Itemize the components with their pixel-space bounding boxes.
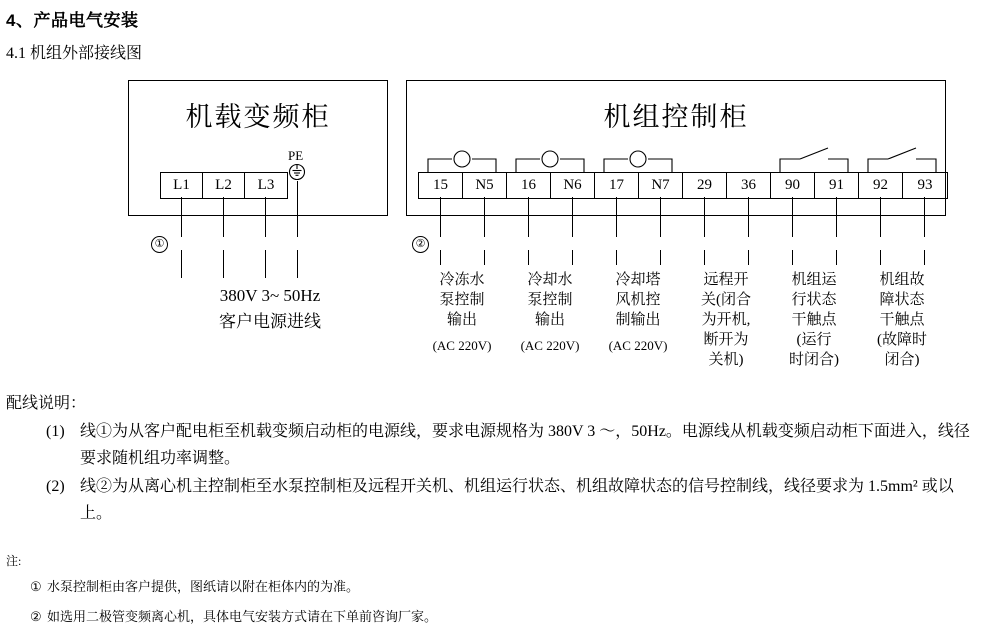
wire-marker-1: ① [151, 236, 168, 253]
wire-n5 [484, 197, 485, 237]
wire-90 [792, 197, 793, 237]
section-subtitle: 4.1 机组外部接线图 [6, 45, 143, 62]
terminal-17: 17 [595, 173, 639, 198]
wire-29b [704, 250, 705, 265]
group-caption-remote-switch [684, 270, 768, 370]
coil-symbol-17-n7 [594, 145, 682, 173]
wiring-item-1-marker: (1) [46, 423, 65, 440]
wire-92b [880, 250, 881, 265]
wire-36b [748, 250, 749, 265]
note-item-2-text: 如选用二极管变频离心机，具体电气安装方式请在下单前咨询厂家。 [47, 609, 438, 624]
pe-label: PE [288, 148, 304, 163]
note-item-1-marker: ① [30, 579, 42, 594]
terminal-29: 29 [683, 173, 727, 198]
terminal-l2: L2 [203, 173, 245, 198]
wire-91 [836, 197, 837, 237]
wire-l3-seg1 [265, 197, 266, 237]
terminal-36: 36 [727, 173, 771, 198]
terminal-91: 91 [815, 173, 859, 198]
notes-heading: 注: [6, 554, 22, 568]
vfd-power-source: 客户电源进线 [219, 312, 321, 331]
terminal-l1: L1 [161, 173, 203, 198]
wiring-item-2-text: 线②为从离心机主控制柜至水泵控制柜及远程开关机、机组运行状态、机组故障状态的信号控制线，线径要求为 1.5mm² 或以上。 [80, 478, 954, 522]
wire-l2-seg2 [223, 250, 224, 278]
group-label-2: 冷却水 泵控制 输出 [527, 272, 573, 328]
page-title: 4、产品电气安装 [6, 11, 139, 30]
contact-symbol-92-93 [858, 145, 946, 173]
wire-93b [924, 250, 925, 265]
wiring-item-1-text: 线①为从客户配电柜至机载变频启动柜的电源线，要求电源规格为 380V 3 ～，50Hz。电源线从机载变频启动柜下面进入，线径要求随机组功率调整。 [80, 423, 970, 467]
note-item-1 [30, 576, 359, 595]
group-label-6: 机组故 障状态 干触点 (故障时 闭合) [877, 272, 927, 368]
wiring-item-1 [46, 418, 976, 472]
wire-l1-seg1 [181, 197, 182, 237]
coil-symbol-15-n5 [418, 145, 506, 173]
terminal-92: 92 [859, 173, 903, 198]
wire-16b [528, 250, 529, 265]
note-item-2-marker: ② [30, 609, 42, 624]
group-label-1: 冷冻水 泵控制 输出 [439, 272, 485, 328]
wire-15b [440, 250, 441, 265]
group-spec-2: (AC 220V) [520, 338, 580, 353]
wire-n5b [484, 250, 485, 265]
wire-17 [616, 197, 617, 237]
wire-n6b [572, 250, 573, 265]
wire-17b [616, 250, 617, 265]
group-spec-3: (AC 220V) [608, 338, 668, 353]
wire-pe-seg2 [297, 250, 298, 278]
wire-91b [836, 250, 837, 265]
terminal-90: 90 [771, 173, 815, 198]
wire-90b [792, 250, 793, 265]
wire-15 [440, 197, 441, 237]
group-caption-fault-status [860, 270, 944, 370]
wire-n6 [572, 197, 573, 237]
group-label-4: 远程开 关(闭合 为开机, 断开为 关机) [701, 272, 751, 368]
coil-symbol-16-n6 [506, 145, 594, 173]
terminal-93: 93 [917, 177, 933, 193]
wire-n7 [660, 197, 661, 237]
wire-l1-seg2 [181, 250, 182, 278]
note-item-2 [30, 606, 437, 625]
wiring-item-2 [46, 473, 976, 527]
group-caption-cooling-tower-fan [596, 270, 680, 356]
wire-l2-seg1 [223, 197, 224, 237]
wiring-heading: 配线说明： [6, 395, 87, 412]
control-terminal-strip [418, 172, 948, 199]
wire-l3-seg2 [265, 250, 266, 278]
wire-29 [704, 197, 705, 237]
vfd-terminal-strip [160, 172, 288, 199]
group-spec-1: (AC 220V) [432, 338, 492, 353]
wire-93 [924, 197, 925, 237]
vfd-power-caption [150, 283, 390, 335]
terminal-n5: N5 [463, 173, 507, 198]
contact-symbol-90-91 [770, 145, 858, 173]
group-caption-cooling-water-pump [508, 270, 592, 356]
wire-16 [528, 197, 529, 237]
wiring-item-2-marker: (2) [46, 478, 65, 495]
group-caption-chilled-water-pump [420, 270, 504, 356]
control-cabinet-title: 机组控制柜 [603, 102, 749, 132]
note-item-1-text: 水泵控制柜由客户提供，图纸请以附在柜体内的为准。 [47, 579, 360, 594]
wire-n7b [660, 250, 661, 265]
vfd-cabinet-title: 机载变频柜 [185, 102, 331, 132]
group-label-3: 冷却塔 风机控 制输出 [615, 272, 661, 328]
wire-92 [880, 197, 881, 237]
wire-marker-2: ② [412, 236, 429, 253]
terminal-n7: N7 [639, 173, 683, 198]
terminal-15: 15 [419, 173, 463, 198]
wire-pe-seg1 [297, 181, 298, 237]
terminal-16: 16 [507, 173, 551, 198]
terminal-n6: N6 [551, 173, 595, 198]
terminal-l3: L3 [257, 177, 275, 193]
vfd-power-spec: 380V 3~ 50Hz [219, 286, 321, 305]
wire-36 [748, 197, 749, 237]
group-label-5: 机组运 行状态 干触点 (运行 时闭合) [789, 272, 839, 368]
group-caption-run-status [772, 270, 856, 370]
ground-icon [288, 163, 306, 181]
